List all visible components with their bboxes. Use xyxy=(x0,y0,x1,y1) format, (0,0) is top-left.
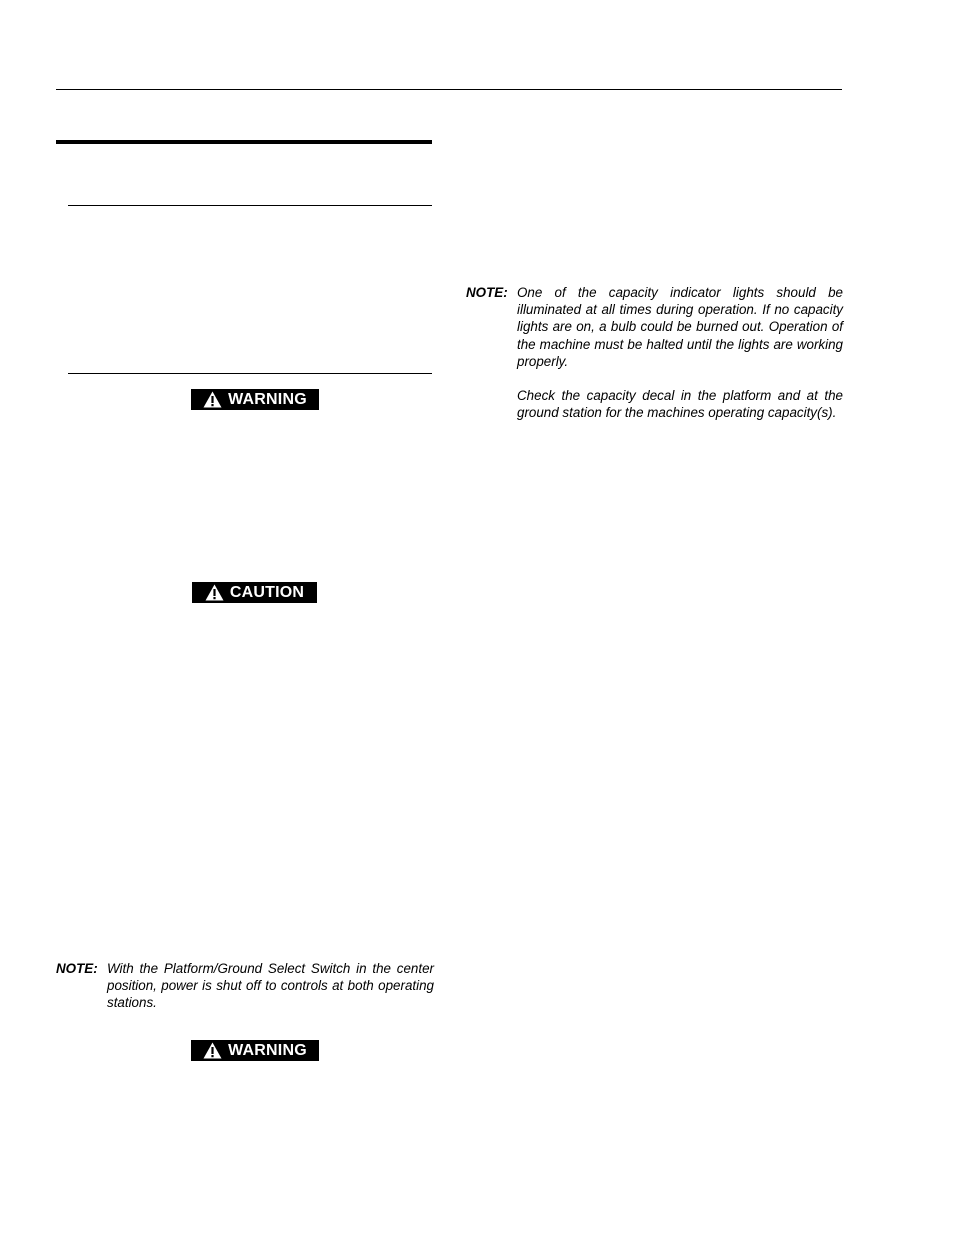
note-body xyxy=(107,960,434,1012)
section-heading-rule xyxy=(56,140,432,144)
note-paragraph: Check the capacity decal in the platform and at the ground station for the machines operating capacity(s). xyxy=(517,388,843,421)
subsection-rule-2 xyxy=(68,373,432,374)
alert-triangle-icon xyxy=(205,584,224,601)
select-switch-note xyxy=(56,960,434,1016)
caution-badge xyxy=(192,582,317,603)
alert-triangle-icon xyxy=(203,1042,222,1059)
alert-triangle-icon xyxy=(203,391,222,408)
header-rule xyxy=(56,89,842,90)
caution-signal-word: CAUTION xyxy=(229,584,305,601)
capacity-note xyxy=(466,284,843,444)
note-paragraph: One of the capacity indicator lights should be illuminated at all times during operation. If no capacity lights are on, a bulb could be burned out. Operation of the machine must be halted until the lights are working properly. xyxy=(517,285,843,369)
subsection-rule-1 xyxy=(68,205,432,206)
warning-badge xyxy=(191,389,319,410)
note-paragraph: With the Platform/Ground Select Switch in the center position, power is shut off to controls at both operating stations. xyxy=(107,961,434,1011)
note-body xyxy=(517,284,843,421)
note-label: NOTE: xyxy=(466,285,508,300)
warning-signal-word: WARNING xyxy=(228,1042,307,1059)
note-label: NOTE: xyxy=(56,961,98,976)
warning-badge xyxy=(191,1040,319,1061)
warning-signal-word: WARNING xyxy=(228,391,307,408)
